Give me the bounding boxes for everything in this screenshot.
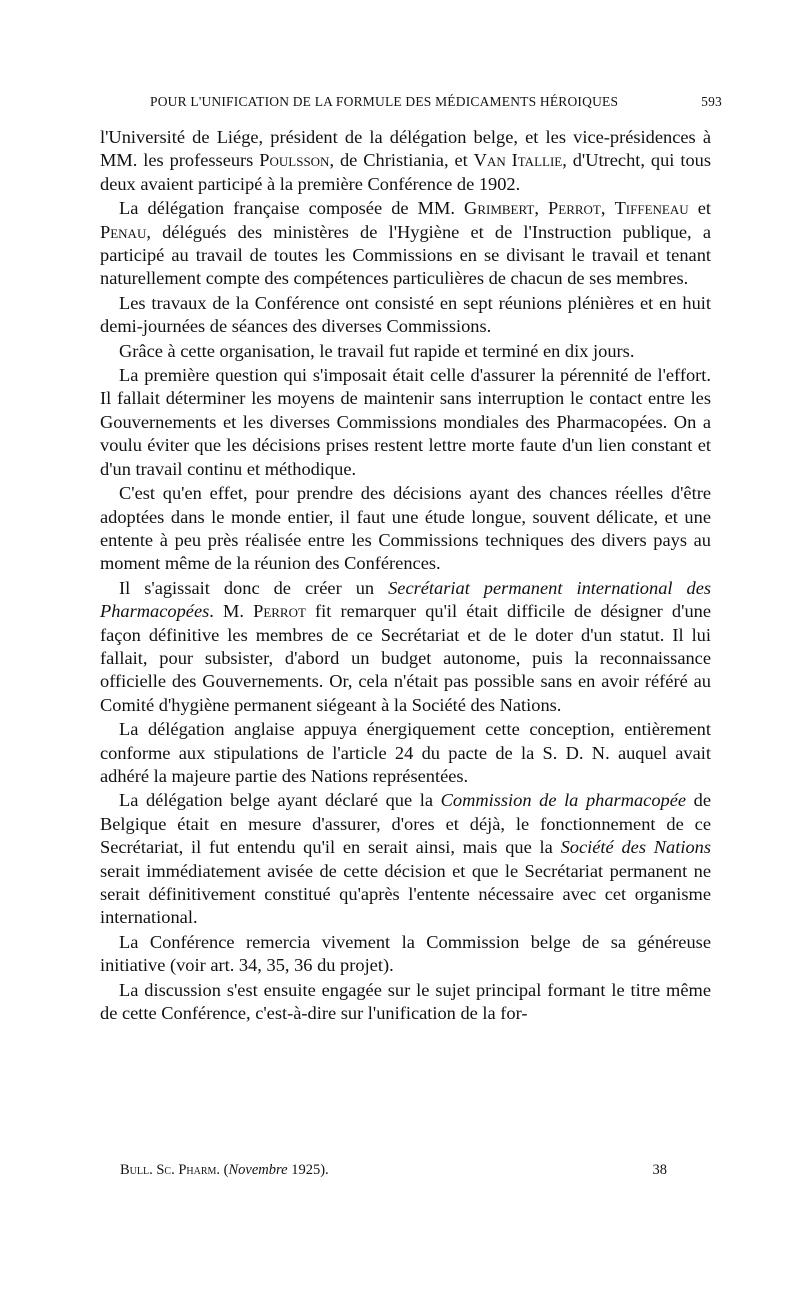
signature-number: 38: [652, 1162, 667, 1178]
text-run: (: [220, 1162, 229, 1178]
italic-term: Secrétariat permanent international des Pharmacopées: [100, 577, 712, 622]
author-name: Poulsson: [259, 150, 330, 171]
paragraph-9: [100, 789, 711, 929]
page-number: 593: [701, 94, 722, 109]
paragraph-11: La discussion s'est ensuite engagée sur le sujet principal formant le titre même de cette Conférence, c'est-à-dire sur l'unification de la for-: [100, 979, 711, 1024]
text-run: Il s'agissait donc de créer un: [119, 577, 389, 598]
text-run: et: [688, 198, 711, 219]
page-footer: [120, 1162, 667, 1179]
text-run: serait immédiatement avisée de cette décision et que le Secrétariat permanent ne serait définitivement constitué qu'après l'entente nécessaire avec cet organisme international.: [100, 860, 711, 928]
author-name: Perrot: [548, 198, 601, 219]
journal-name: Bull. Sc. Pharm.: [120, 1162, 221, 1178]
text-run: . M.: [209, 601, 254, 622]
running-header: [150, 94, 722, 110]
paragraph-8: La délégation anglaise appuya énergiquement cette conception, entièrement conforme aux stipulations de l'article 24 du pacte de la S. D. N. auquel avait adhéré la majeure partie des Nations représentées.: [100, 719, 711, 786]
text-run: ,: [600, 198, 615, 219]
running-title: POUR L'UNIFICATION DE LA FORMULE DES MÉDICAMENTS HÉROIQUES: [150, 94, 619, 109]
text-run: , délégués des ministères de l'Hygiène et de l'Instruction publique, a participé au travail de toutes les Commissions en se divisant le travail et tenant naturellement compte des compétences particulières de chacun de ses membres.: [100, 221, 711, 289]
text-run: , de Christiania, et: [329, 150, 474, 171]
paragraph-4: Grâce à cette organisation, le travail fut rapide et terminé en dix jours.: [119, 340, 635, 361]
paragraph-5: La première question qui s'imposait était celle d'assurer la pérennité de l'effort. Il fallait déterminer les moyens de maintenir sans interruption le contact entre les Gouvernements et les diverses Commissions mondiales des Pharmacopées. On a voulu éviter que les décisions prises restent lettre morte faute d'un lien constant et d'un travail continu et méthodique.: [100, 365, 711, 479]
paragraph-10: La Conférence remercia vivement la Commission belge de sa généreuse initiative (voir art. 34, 35, 36 du projet).: [100, 931, 711, 976]
author-name: Penau: [100, 221, 147, 242]
journal-month: Novembre: [228, 1162, 288, 1178]
text-run: de Belgique était en mesure d'assurer, d'ores et déjà, le fonctionnement de ce Secrétariat, il fut entendu qu'il en serait ainsi, mais que la: [100, 790, 711, 858]
paragraph-6: C'est qu'en effet, pour prendre des décisions ayant des chances réelles d'être adoptées dans le monde entier, il faut une étude longue, souvent délicate, et une entente à peu près réalisée entre les Commissions techniques des divers pays au moment même de la réunion des Conférences.: [100, 483, 711, 574]
journal-year: 1925).: [287, 1162, 329, 1178]
paragraph-2: [100, 197, 711, 291]
text-run: ,: [534, 198, 549, 219]
paragraph-7: [100, 577, 711, 717]
text-run: fit remarquer qu'il était difficile de désigner d'une façon définitive les membres de ce Secrétariat et de le doter d'un statut. Il lui fallait, pour subsister, d'abord un budget autonome, puis la reconnaissance officielle des Gouvernements. Or, cela n'était pas possible sans en avoir référé au Comité d'hygiène permanent siégeant à la Société des Nations.: [100, 601, 711, 715]
author-name: Grimbert: [464, 198, 535, 219]
text-run: La délégation belge ayant déclaré que la: [119, 790, 441, 811]
paragraph-1: [100, 126, 711, 196]
text-run: , d'Utrecht, qui tous deux avaient participé à la première Conférence de 1902.: [100, 150, 711, 194]
page-body: [100, 126, 711, 1026]
paragraph-3: Les travaux de la Conférence ont consisté en sept réunions plénières et en huit demi-journées de séances des diverses Commissions.: [100, 292, 711, 337]
text-run: l'Université de Liége, président de la délégation belge, et les vice-présidences à MM. les professeurs: [100, 127, 711, 171]
author-name: Perrot: [253, 601, 306, 622]
italic-term: Société des Nations: [560, 837, 711, 858]
journal-citation: [120, 1162, 329, 1179]
text-run: La délégation française composée de MM.: [119, 198, 465, 219]
italic-term: Commission de la pharmacopée: [440, 790, 687, 811]
author-name: Van Itallie: [473, 150, 563, 171]
author-name: Tiffeneau: [614, 198, 689, 219]
